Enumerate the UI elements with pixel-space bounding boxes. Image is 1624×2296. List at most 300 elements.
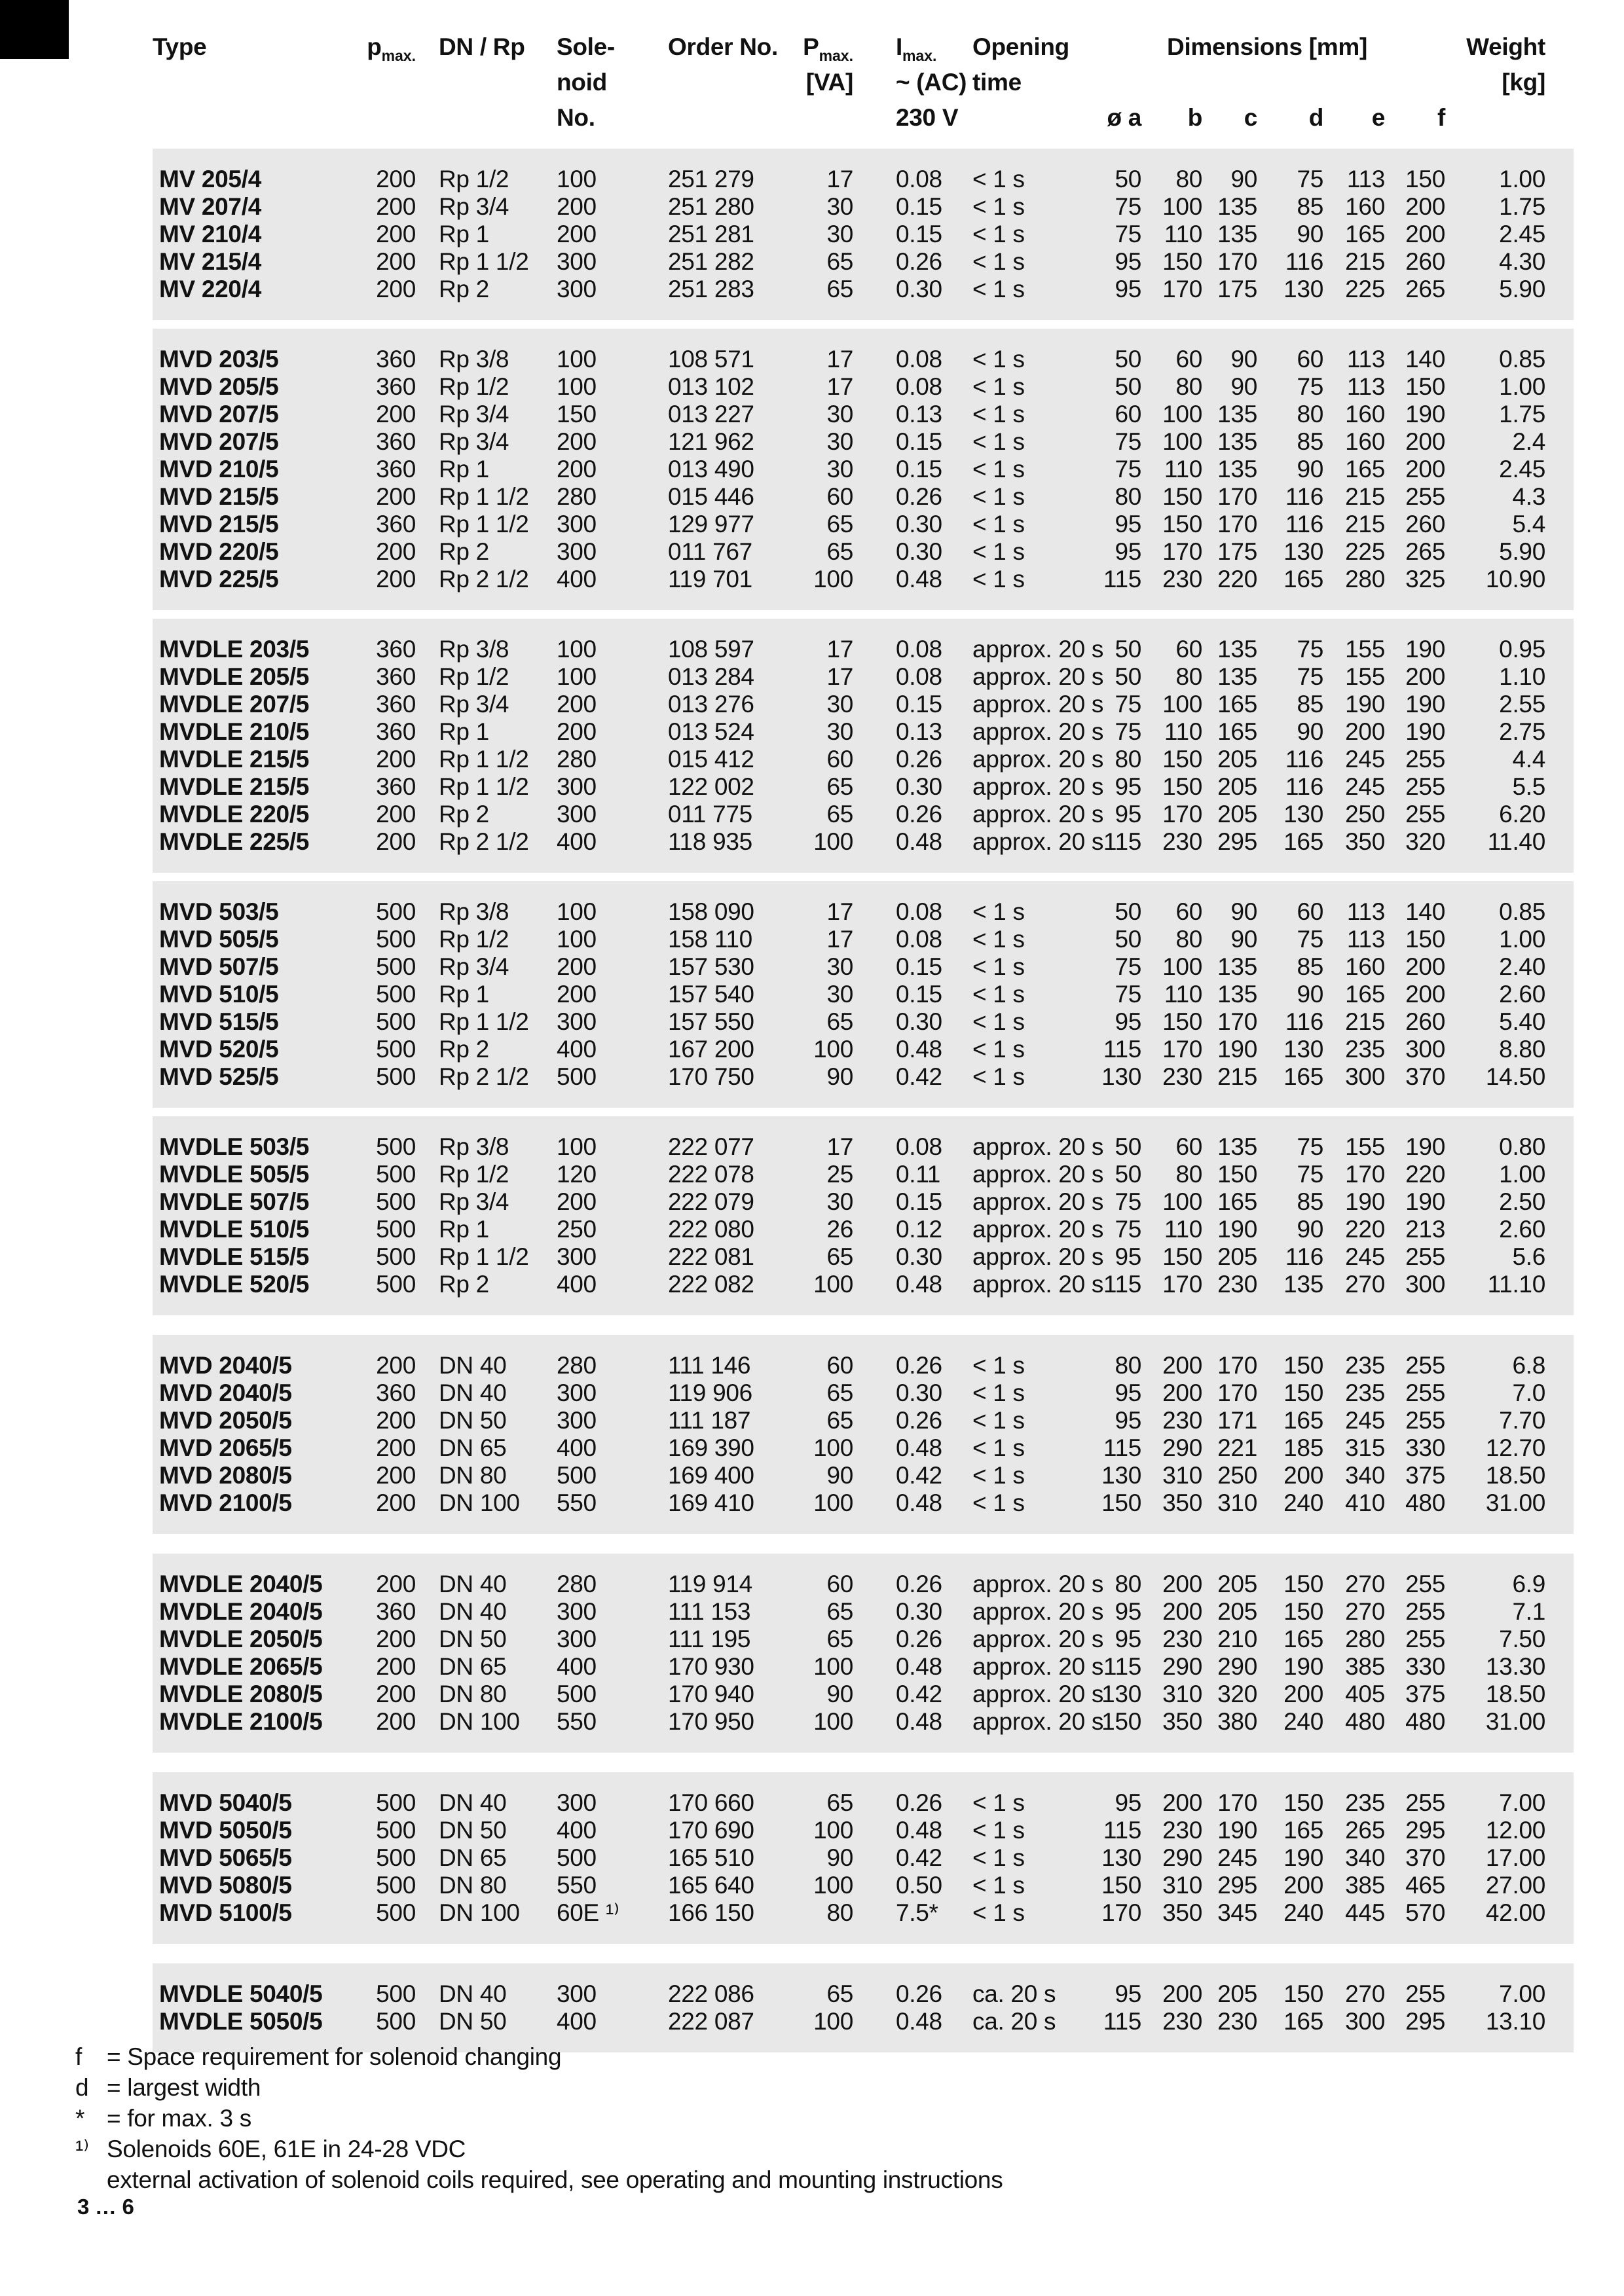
cell-opening_time: approx. 20 s [972,828,1104,855]
cell-dim_b: 80 [1175,663,1202,690]
cell-opening_time: approx. 20 s [972,1681,1104,1707]
cell-dim_a: 50 [1115,663,1141,690]
cell-order_no: 251 281 [668,221,754,247]
cell-type: MVD 2100/5 [159,1489,292,1516]
header-dim-f: f [1437,104,1445,131]
table-row [153,1063,1574,1091]
cell-solenoid_no: 120 [557,1161,597,1188]
cell-dn_rp: Rp 1 [439,1216,489,1243]
cell-pmax: 500 [376,1817,416,1844]
cell-pmax: 200 [376,193,416,220]
cell-order_no: 165 640 [668,1872,754,1899]
cell-opening_time: approx. 20 s [972,1653,1104,1680]
cell-dim_a: 50 [1115,373,1141,400]
cell-pmax: 500 [376,1161,416,1188]
cell-dim_a: 75 [1115,1188,1141,1215]
cell-dim_f: 213 [1405,1216,1445,1243]
cell-dim_b: 150 [1162,483,1202,510]
cell-weight_kg: 11.40 [1487,828,1545,855]
cell-type: MVDLE 207/5 [159,691,310,718]
cell-dim_d: 90 [1297,718,1323,745]
table-row [153,1161,1574,1188]
cell-type: MVDLE 215/5 [159,746,310,773]
cell-pmax_va: 100 [813,1434,853,1461]
cell-solenoid_no: 500 [557,1462,597,1489]
cell-pmax: 200 [376,1626,416,1652]
cell-dim_b: 100 [1162,193,1202,220]
cell-dn_rp: DN 65 [439,1653,507,1680]
cell-weight_kg: 0.80 [1499,1133,1545,1160]
cell-type: MVDLE 505/5 [159,1161,310,1188]
cell-pmax: 500 [376,1789,416,1816]
cell-dim_a: 50 [1115,346,1141,373]
cell-dim_b: 230 [1162,566,1202,592]
cell-weight_kg: 7.00 [1499,1789,1545,1816]
cell-dn_rp: Rp 2 [439,801,489,828]
cell-dim_b: 350 [1162,1489,1202,1516]
cell-pmax_va: 100 [813,1489,853,1516]
cell-pmax: 500 [376,1063,416,1090]
cell-dn_rp: Rp 1/2 [439,1161,509,1188]
cell-pmax: 360 [376,636,416,663]
cell-opening_time: < 1 s [972,1817,1025,1844]
cell-solenoid_no: 400 [557,566,597,592]
table-row [153,248,1574,276]
cell-dim_d: 150 [1283,1789,1323,1816]
cell-dim_e: 235 [1345,1036,1385,1063]
cell-dn_rp: DN 40 [439,1598,507,1625]
cell-dim_c: 90 [1230,373,1257,400]
cell-dn_rp: Rp 3/8 [439,636,509,663]
table-group [153,1116,1574,1315]
table-row [153,1817,1574,1844]
cell-pmax_va: 65 [826,276,853,302]
cell-opening_time: approx. 20 s [972,773,1104,800]
cell-pmax_va: 60 [826,1352,853,1379]
footnote [75,2103,1003,2134]
footnote-text: external activation of solenoid coils required, see operating and mounting instructions [107,2166,1003,2193]
cell-dim_f: 480 [1405,1489,1445,1516]
cell-pmax_va: 100 [813,1817,853,1844]
cell-weight_kg: 12.70 [1485,1434,1545,1461]
cell-dim_d: 116 [1285,248,1323,275]
cell-pmax_va: 60 [826,746,853,773]
cell-opening_time: < 1 s [972,1434,1025,1461]
cell-dim_b: 290 [1162,1434,1202,1461]
cell-pmax: 360 [376,373,416,400]
cell-dim_d: 130 [1283,1036,1323,1063]
header-power-va: $P_{max.}$ [VA] [803,33,853,96]
cell-pmax_va: 17 [826,926,853,953]
cell-weight_kg: 7.50 [1499,1626,1545,1652]
cell-imax_ac_230v: 0.08 [896,373,942,400]
cell-dim_b: 80 [1175,166,1202,192]
cell-weight_kg: 4.4 [1512,746,1545,773]
cell-dn_rp: DN 80 [439,1462,507,1489]
cell-weight_kg: 4.3 [1512,483,1545,510]
cell-solenoid_no: 280 [557,1571,597,1597]
cell-order_no: 129 977 [668,511,754,538]
cell-dim_e: 170 [1345,1161,1385,1188]
header-dim-d: d [1308,104,1323,131]
cell-opening_time: < 1 s [972,566,1025,592]
cell-dim_a: 130 [1101,1681,1141,1707]
cell-dn_rp: Rp 3/4 [439,953,509,980]
cell-dim_f: 255 [1405,1980,1445,2007]
cell-dim_d: 150 [1283,1352,1323,1379]
cell-dim_e: 225 [1345,276,1385,302]
cell-dim_f: 255 [1405,746,1445,773]
cell-dim_c: 221 [1217,1434,1257,1461]
cell-imax_ac_230v: 0.30 [896,1379,942,1406]
cell-type: MVD 503/5 [159,898,279,925]
cell-dim_b: 150 [1162,1243,1202,1270]
cell-pmax_va: 30 [826,981,853,1008]
cell-dim_a: 95 [1115,773,1141,800]
cell-dim_d: 85 [1297,1188,1323,1215]
cell-dim_a: 95 [1115,276,1141,302]
cell-weight_kg: 2.4 [1512,428,1545,455]
cell-opening_time: < 1 s [972,1899,1025,1926]
cell-type: MVD 220/5 [159,538,279,565]
table-row [153,401,1574,428]
cell-dim_e: 245 [1345,746,1385,773]
cell-solenoid_no: 300 [557,1789,597,1816]
cell-order_no: 011 767 [668,538,752,565]
cell-dim_e: 113 [1346,898,1385,925]
cell-dim_a: 95 [1115,538,1141,565]
cell-imax_ac_230v: 0.30 [896,538,942,565]
cell-dim_e: 155 [1345,663,1385,690]
table-group [153,1335,1574,1534]
cell-imax_ac_230v: 0.30 [896,1243,942,1270]
cell-order_no: 108 571 [668,346,754,373]
cell-imax_ac_230v: 0.48 [896,1036,942,1063]
cell-dim_a: 50 [1115,1161,1141,1188]
cell-weight_kg: 2.50 [1499,1188,1545,1215]
cell-weight_kg: 7.0 [1512,1379,1545,1406]
cell-dim_d: 165 [1283,828,1323,855]
cell-order_no: 111 146 [668,1352,751,1379]
cell-dim_b: 230 [1162,1063,1202,1090]
cell-dim_e: 245 [1345,773,1385,800]
table-header [153,29,1574,136]
cell-dim_f: 255 [1405,1379,1445,1406]
table-row [153,1243,1574,1271]
cell-dim_b: 230 [1162,1407,1202,1434]
cell-imax_ac_230v: 0.11 [896,1161,941,1188]
cell-dim_e: 300 [1345,1063,1385,1090]
cell-dim_c: 135 [1217,428,1257,455]
cell-dn_rp: Rp 2 1/2 [439,1063,529,1090]
table-row [153,1133,1574,1161]
cell-pmax: 200 [376,401,416,428]
cell-dim_b: 110 [1164,718,1202,745]
cell-pmax_va: 17 [826,373,853,400]
cell-solenoid_no: 400 [557,2008,597,2035]
cell-pmax_va: 65 [826,511,853,538]
cell-order_no: 222 081 [668,1243,754,1270]
cell-dim_f: 570 [1405,1899,1445,1926]
cell-solenoid_no: 300 [557,511,597,538]
cell-dim_a: 75 [1115,1216,1141,1243]
cell-weight_kg: 17.00 [1485,1844,1545,1871]
cell-dn_rp: Rp 1 [439,221,489,247]
cell-pmax_va: 65 [826,1626,853,1652]
cell-dim_b: 170 [1162,801,1202,828]
cell-dn_rp: Rp 3/4 [439,1188,509,1215]
cell-pmax_va: 90 [826,1063,853,1090]
cell-dim_d: 185 [1283,1434,1323,1461]
cell-dn_rp: Rp 2 [439,1036,489,1063]
cell-opening_time: approx. 20 s [972,1571,1104,1597]
cell-order_no: 013 102 [668,373,754,400]
cell-dim_a: 50 [1115,166,1141,192]
cell-dim_c: 310 [1217,1489,1257,1516]
cell-imax_ac_230v: 0.15 [896,1188,942,1215]
cell-pmax: 500 [376,1036,416,1063]
cell-dn_rp: DN 40 [439,1980,507,2007]
cell-weight_kg: 2.45 [1499,456,1545,483]
cell-pmax: 500 [376,1872,416,1899]
cell-opening_time: < 1 s [972,1462,1025,1489]
cell-dim_d: 130 [1283,538,1323,565]
cell-dim_d: 116 [1285,1008,1323,1035]
cell-opening_time: approx. 20 s [972,1243,1104,1270]
cell-imax_ac_230v: 0.42 [896,1462,942,1489]
cell-type: MVD 203/5 [159,346,279,373]
cell-dim_d: 116 [1285,483,1323,510]
cell-dim_c: 90 [1230,346,1257,373]
table-row [153,193,1574,221]
cell-dim_e: 225 [1345,538,1385,565]
cell-dim_e: 405 [1345,1681,1385,1707]
cell-opening_time: < 1 s [972,1036,1025,1063]
cell-dim_b: 230 [1162,1817,1202,1844]
cell-opening_time: < 1 s [972,373,1025,400]
cell-dim_f: 375 [1405,1462,1445,1489]
cell-opening_time: < 1 s [972,538,1025,565]
cell-type: MVDLE 220/5 [159,801,310,828]
cell-imax_ac_230v: 0.08 [896,166,942,192]
cell-dim_f: 190 [1405,1133,1445,1160]
cell-type: MV 210/4 [159,221,261,247]
cell-dim_e: 155 [1345,636,1385,663]
cell-solenoid_no: 200 [557,718,597,745]
cell-pmax: 500 [376,926,416,953]
cell-dim_c: 165 [1217,691,1257,718]
cell-dn_rp: Rp 3/8 [439,898,509,925]
footnote-text: = largest width [107,2074,261,2101]
cell-dim_c: 290 [1217,1653,1257,1680]
spec-table [153,29,1574,2052]
cell-dim_c: 90 [1230,926,1257,953]
cell-solenoid_no: 200 [557,1188,597,1215]
cell-opening_time: < 1 s [972,428,1025,455]
cell-dim_b: 200 [1162,1598,1202,1625]
cell-dim_a: 80 [1115,1571,1141,1597]
cell-order_no: 170 940 [668,1681,754,1707]
table-group [153,329,1574,610]
cell-dim_c: 345 [1217,1899,1257,1926]
cell-pmax_va: 65 [826,248,853,275]
cell-dim_e: 160 [1345,953,1385,980]
cell-dim_f: 480 [1405,1708,1445,1735]
cell-imax_ac_230v: 0.48 [896,1817,942,1844]
cell-dim_f: 200 [1405,953,1445,980]
cell-weight_kg: 27.00 [1485,1872,1545,1899]
cell-dim_a: 95 [1115,1379,1141,1406]
cell-pmax: 500 [376,981,416,1008]
cell-dn_rp: DN 100 [439,1708,520,1735]
cell-opening_time: approx. 20 s [972,1188,1104,1215]
cell-order_no: 013 490 [668,456,754,483]
cell-imax_ac_230v: 0.08 [896,1133,942,1160]
cell-dim_b: 290 [1162,1653,1202,1680]
cell-solenoid_no: 60E ¹⁾ [557,1899,619,1926]
cell-pmax_va: 65 [826,1008,853,1035]
cell-type: MV 220/4 [159,276,261,302]
cell-imax_ac_230v: 0.26 [896,746,942,773]
table-row [153,483,1574,511]
cell-order_no: 111 195 [668,1626,751,1652]
cell-dim_c: 135 [1217,456,1257,483]
cell-solenoid_no: 100 [557,636,597,663]
footnote-symbol: ¹⁾ [75,2136,89,2162]
cell-dim_a: 95 [1115,1626,1141,1652]
cell-dim_a: 115 [1103,828,1141,855]
header-solenoid-no: Sole- noid No. [557,33,615,131]
cell-dim_c: 135 [1217,663,1257,690]
cell-dim_e: 235 [1345,1789,1385,1816]
cell-dim_c: 135 [1217,981,1257,1008]
cell-dim_e: 270 [1345,1598,1385,1625]
cell-pmax_va: 65 [826,773,853,800]
cell-dim_f: 200 [1405,221,1445,247]
cell-order_no: 013 524 [668,718,754,745]
cell-dim_c: 205 [1217,1571,1257,1597]
cell-dim_e: 445 [1345,1899,1385,1926]
cell-dim_e: 155 [1345,1133,1385,1160]
table-row [153,1980,1574,2008]
table-row [153,1462,1574,1489]
cell-dim_d: 90 [1297,456,1323,483]
cell-type: MVD 205/5 [159,373,279,400]
table-row [153,1626,1574,1653]
cell-dim_f: 260 [1405,1008,1445,1035]
cell-pmax_va: 65 [826,538,853,565]
cell-dim_d: 75 [1297,166,1323,192]
cell-pmax: 360 [376,1379,416,1406]
cell-solenoid_no: 100 [557,898,597,925]
cell-type: MVDLE 503/5 [159,1133,310,1160]
cell-dim_d: 85 [1297,691,1323,718]
cell-pmax_va: 65 [826,1980,853,2007]
cell-type: MVD 210/5 [159,456,279,483]
cell-order_no: 166 150 [668,1899,754,1926]
cell-dim_d: 75 [1297,636,1323,663]
cell-dim_a: 50 [1115,636,1141,663]
page-number: 3 … 6 [77,2195,134,2219]
cell-dn_rp: Rp 3/4 [439,193,509,220]
table-row [153,801,1574,828]
cell-type: MVD 520/5 [159,1036,279,1063]
cell-weight_kg: 0.85 [1499,898,1545,925]
cell-type: MVD 5100/5 [159,1899,292,1926]
table-row [153,1489,1574,1517]
cell-dim_f: 255 [1405,1789,1445,1816]
cell-opening_time: < 1 s [972,1789,1025,1816]
table-row [153,1708,1574,1736]
table-row [153,276,1574,303]
cell-order_no: 170 930 [668,1653,754,1680]
cell-dn_rp: Rp 2 1/2 [439,828,529,855]
cell-imax_ac_230v: 0.08 [896,663,942,690]
cell-imax_ac_230v: 0.13 [896,718,942,745]
cell-pmax: 500 [376,1844,416,1871]
table-group [153,881,1574,1108]
cell-imax_ac_230v: 0.30 [896,511,942,538]
cell-dim_a: 95 [1115,1243,1141,1270]
cell-type: MVDLE 515/5 [159,1243,310,1270]
cell-dim_f: 255 [1405,1598,1445,1625]
cell-imax_ac_230v: 0.13 [896,401,942,428]
cell-dim_e: 113 [1346,373,1385,400]
footnote-symbol: f [75,2043,82,2070]
table-group [153,1554,1574,1753]
cell-imax_ac_230v: 0.30 [896,1598,942,1625]
cell-imax_ac_230v: 0.30 [896,1008,942,1035]
cell-pmax_va: 90 [826,1462,853,1489]
cell-pmax_va: 65 [826,1598,853,1625]
cell-type: MVDLE 225/5 [159,828,310,855]
cell-imax_ac_230v: 0.15 [896,221,942,247]
cell-weight_kg: 18.50 [1485,1462,1545,1489]
cell-pmax: 360 [376,346,416,373]
cell-pmax_va: 17 [826,166,853,192]
cell-dim_a: 95 [1115,801,1141,828]
cell-dim_e: 245 [1345,1407,1385,1434]
cell-type: MVD 5050/5 [159,1817,292,1844]
cell-order_no: 111 187 [668,1407,751,1434]
cell-dn_rp: DN 65 [439,1844,507,1871]
cell-dim_e: 215 [1345,1008,1385,1035]
cell-type: MV 215/4 [159,248,261,275]
cell-dim_e: 235 [1345,1352,1385,1379]
table-row [153,1188,1574,1216]
table-row [153,1899,1574,1927]
cell-imax_ac_230v: 0.08 [896,636,942,663]
cell-dn_rp: Rp 1 [439,718,489,745]
cell-dim_d: 190 [1283,1844,1323,1871]
footnote [75,2041,1003,2072]
cell-order_no: 251 279 [668,166,754,192]
cell-dn_rp: Rp 2 [439,1271,489,1298]
cell-pmax: 500 [376,953,416,980]
cell-solenoid_no: 200 [557,691,597,718]
cell-dim_e: 385 [1345,1653,1385,1680]
cell-pmax: 200 [376,828,416,855]
table-row [153,1872,1574,1899]
cell-dim_d: 150 [1283,1379,1323,1406]
cell-solenoid_no: 100 [557,1133,597,1160]
cell-type: MVDLE 203/5 [159,636,310,663]
cell-pmax_va: 60 [826,483,853,510]
table-row [153,663,1574,691]
cell-solenoid_no: 400 [557,1434,597,1461]
cell-dim_d: 200 [1283,1681,1323,1707]
cell-opening_time: < 1 s [972,1379,1025,1406]
